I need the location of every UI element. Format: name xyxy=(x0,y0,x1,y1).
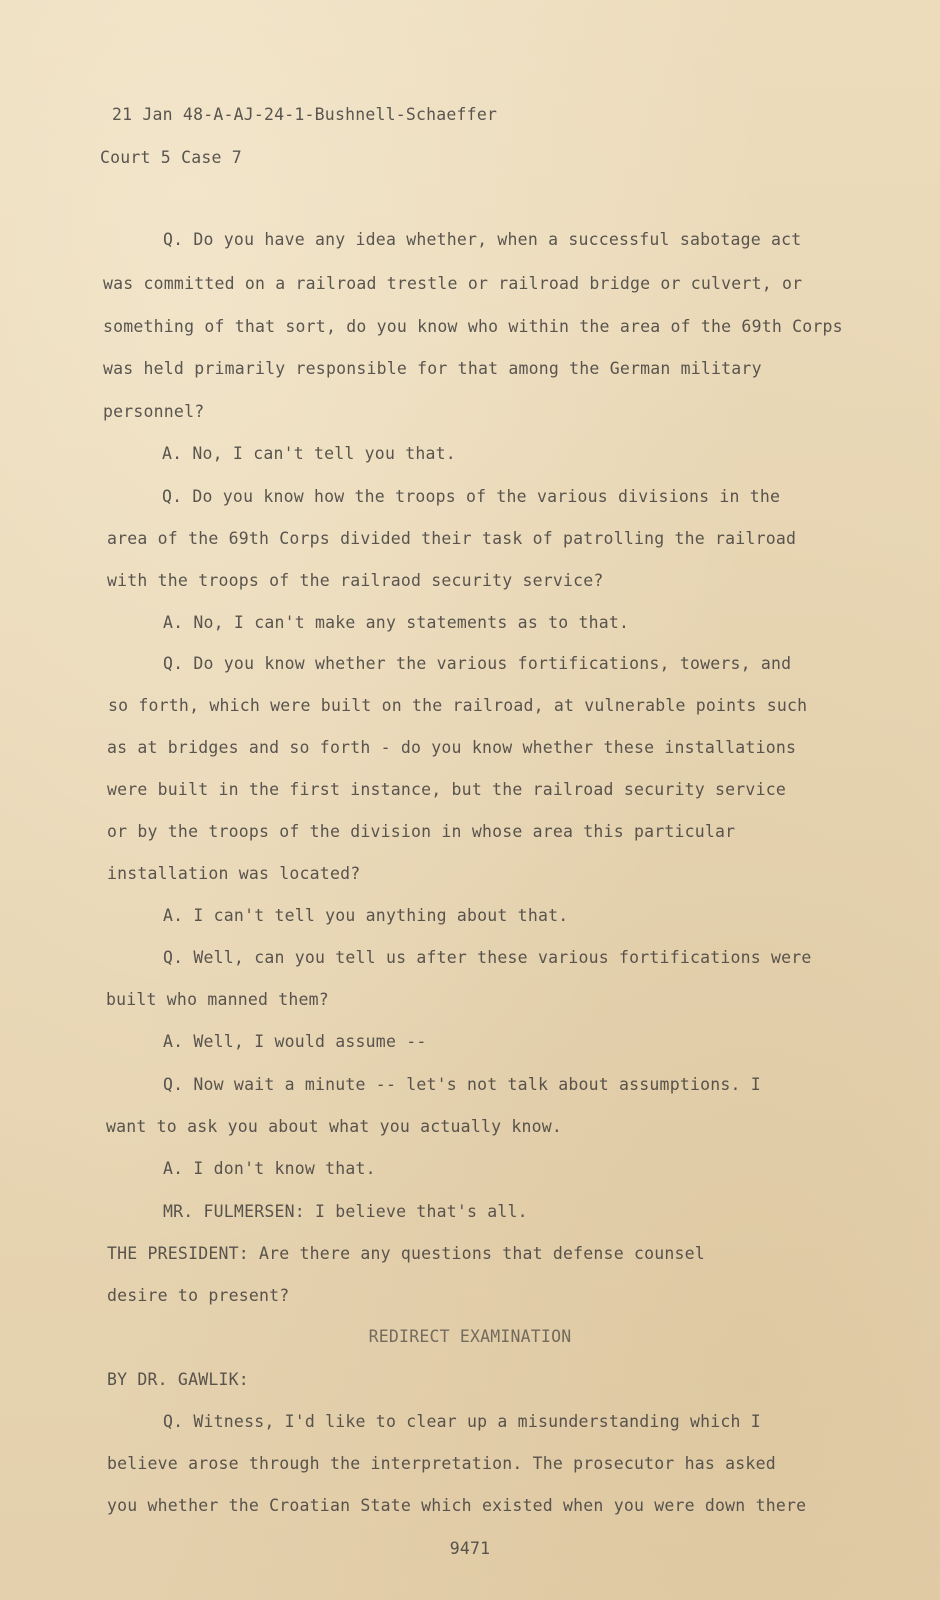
question-line: built who manned them? xyxy=(106,990,329,1009)
prosecutor-statement: MR. FULMERSEN: I believe that's all. xyxy=(163,1202,528,1221)
question-line: something of that sort, do you know who within the area of the 69th Corps xyxy=(103,317,843,336)
question-line: was held primarily responsible for that among the German military xyxy=(103,359,762,378)
answer-line: A. No, I can't make any statements as to that. xyxy=(163,613,630,632)
question-line: were built in the first instance, but the railroad security service xyxy=(107,780,786,799)
answer-line: A. I can't tell you anything about that. xyxy=(163,906,569,925)
question-line: you whether the Croatian State which existed when you were down there xyxy=(107,1496,807,1515)
answer-line: A. No, I can't tell you that. xyxy=(162,444,456,463)
page-number: 9471 xyxy=(449,1539,491,1558)
answer-line: A. Well, I would assume -- xyxy=(163,1032,427,1051)
president-statement: THE PRESIDENT: Are there any questions that defense counsel xyxy=(107,1244,705,1263)
question-line: so forth, which were built on the railroad, at vulnerable points such xyxy=(108,696,808,715)
document-header-id: 21 Jan 48-A-AJ-24-1-Bushnell-Schaeffer xyxy=(112,105,498,124)
question-line: Q. Witness, I'd like to clear up a misunderstanding which I xyxy=(163,1412,761,1431)
document-header-court: Court 5 Case 7 xyxy=(100,148,242,167)
question-line: was committed on a railroad trestle or railroad bridge or culvert, or xyxy=(103,274,803,293)
president-statement: desire to present? xyxy=(107,1286,290,1305)
question-line: Q. Do you know whether the various fortifications, towers, and xyxy=(163,654,792,673)
question-line: Q. Well, can you tell us after these various fortifications were xyxy=(163,948,812,967)
section-heading: REDIRECT EXAMINATION xyxy=(368,1327,572,1346)
question-line: area of the 69th Corps divided their task of patrolling the railroad xyxy=(107,529,797,548)
question-line: Q. Now wait a minute -- let's not talk about assumptions. I xyxy=(163,1075,761,1094)
question-line: with the troops of the railraod security service? xyxy=(107,571,604,590)
question-line: believe arose through the interpretation. The prosecutor has asked xyxy=(107,1454,776,1473)
examiner-byline: BY DR. GAWLIK: xyxy=(107,1370,249,1389)
question-line: Q. Do you know how the troops of the various divisions in the xyxy=(162,487,781,506)
question-line: or by the troops of the division in whose area this particular xyxy=(107,822,736,841)
answer-line: A. I don't know that. xyxy=(163,1159,376,1178)
question-line: Q. Do you have any idea whether, when a successful sabotage act xyxy=(163,230,802,249)
question-line: installation was located? xyxy=(107,864,361,883)
question-line: personnel? xyxy=(103,402,205,421)
question-line: want to ask you about what you actually know. xyxy=(106,1117,563,1136)
question-line: as at bridges and so forth - do you know whether these installations xyxy=(107,738,797,757)
